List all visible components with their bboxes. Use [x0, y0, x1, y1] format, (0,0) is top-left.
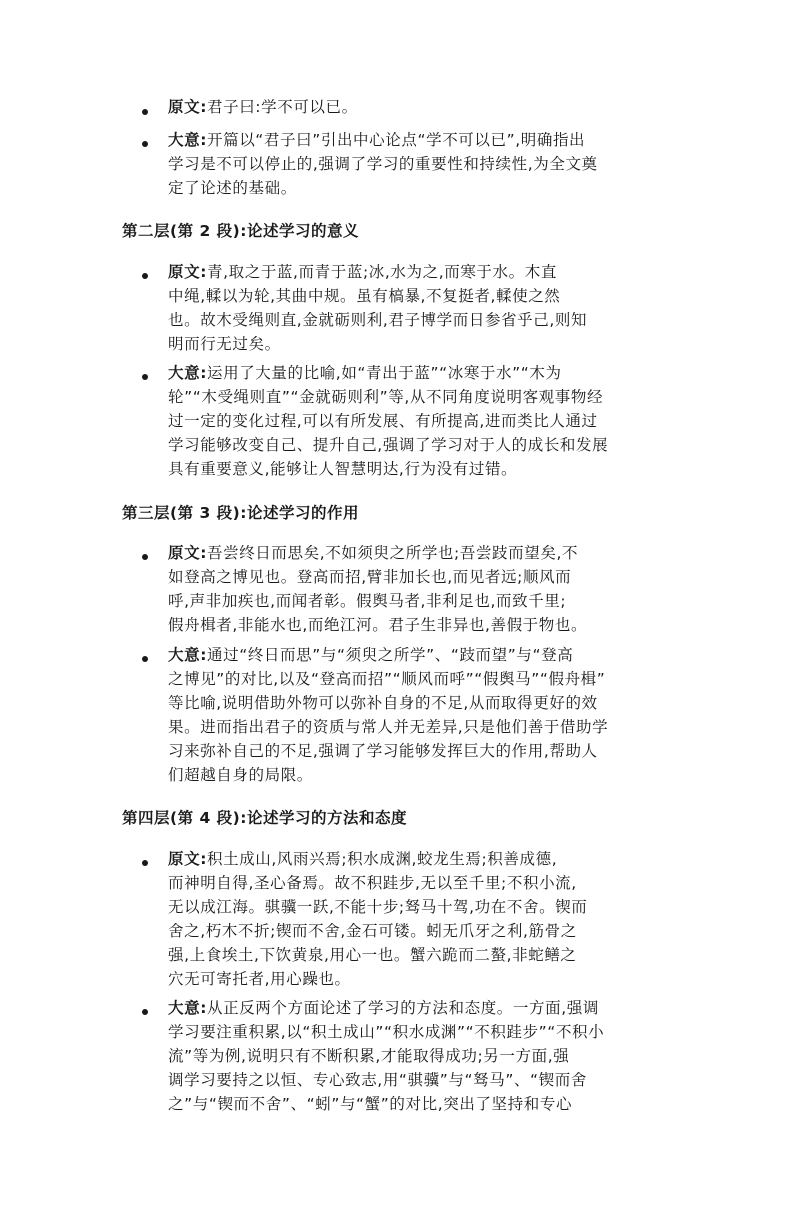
bullet-icon	[142, 109, 148, 115]
meaning-text-line: 大意:开篇以“君子曰”引出中心论点“学不可以已”,明确指出	[168, 131, 586, 149]
original-text-line: 中绳,輮以为轮,其曲中规。虽有槁暴,不复挺者,輮使之然	[168, 287, 561, 305]
original-text-line: 无以成江海。骐骥一跃,不能十步;驽马十驾,功在不舍。锲而	[168, 898, 588, 916]
original-label: 原文:	[168, 850, 207, 868]
bullet-icon	[142, 656, 148, 662]
bullet-icon	[142, 1009, 148, 1015]
meaning-label: 大意:	[168, 646, 207, 664]
meaning-text-line: 定了论述的基础。	[168, 179, 297, 197]
meaning-text-line: 学习是不可以停止的,强调了学习的重要性和持续性,为全文奠	[168, 155, 598, 173]
bullet-icon	[142, 554, 148, 560]
meaning-text-line: 大意:运用了大量的比喻,如“青出于蓝”“冰寒于水”“木为	[168, 364, 562, 382]
meaning-text-line: 果。进而指出君子的资质与常人并无差异,只是他们善于借助学	[168, 718, 609, 736]
meaning-text-line: 具有重要意义,能够让人智慧明达,行为没有过错。	[168, 460, 518, 478]
original-text-line: 舍之,朽木不折;锲而不舍,金石可镂。蚓无爪牙之利,筋骨之	[168, 922, 577, 940]
original-text-line: 原文:积土成山,风雨兴焉;积水成渊,蛟龙生焉;积善成德,	[168, 850, 558, 868]
original-label: 原文:	[168, 98, 207, 116]
meaning-text-line: 大意:通过“终日而思”与“须臾之所学”、“跂而望”与“登高	[168, 646, 574, 664]
meaning-text-line: 轮”“木受绳则直”“金就砺则利”等,从不同角度说明客观事物经	[168, 388, 604, 406]
bullet-icon	[142, 273, 148, 279]
meaning-label: 大意:	[168, 364, 207, 382]
meaning-text-line: 之博见”的对比,以及“登高而招”“顺风而呼”“假舆马”“假舟楫”	[168, 670, 606, 688]
meaning-text-line: 学习能够改变自己、提升自己,强调了学习对于人的成长和发展	[168, 436, 609, 454]
meaning-text-line: 大意:从正反两个方面论述了学习的方法和态度。一方面,强调	[168, 999, 599, 1017]
original-text-line: 原文:君子曰:学不可以已。	[168, 98, 358, 116]
meaning-text-line: 习来弥补自己的不足,强调了学习能够发挥巨大的作用,帮助人	[168, 742, 598, 760]
section-heading: 第二层(第 2 段):论述学习的意义	[122, 222, 359, 240]
original-label: 原文:	[168, 544, 207, 562]
original-text-line: 明而行无过矣。	[168, 335, 281, 353]
original-text-line: 原文:青,取之于蓝,而青于蓝;冰,水为之,而寒于水。木直	[168, 263, 557, 281]
meaning-label: 大意:	[168, 131, 207, 149]
original-text-line: 穴无可寄托者,用心躁也。	[168, 970, 351, 988]
original-text-line: 假舟楫者,非能水也,而绝江河。君子生非异也,善假于物也。	[168, 616, 588, 634]
bullet-icon	[142, 374, 148, 380]
meaning-text-line: 等比喻,说明借助外物可以弥补自身的不足,从而取得更好的效	[168, 694, 598, 712]
section-heading: 第四层(第 4 段):论述学习的方法和态度	[122, 809, 407, 827]
original-text-line: 也。故木受绳则直,金就砺则利,君子博学而日参省乎己,则知	[168, 311, 588, 329]
original-text-line: 而神明自得,圣心备焉。故不积跬步,无以至千里;不积小流,	[168, 874, 577, 892]
original-text-line: 强,上食埃土,下饮黄泉,用心一也。蟹六跪而二螯,非蛇鳝之	[168, 946, 577, 964]
meaning-text-line: 们超越自身的局限。	[168, 766, 313, 784]
original-text-line: 呼,声非加疾也,而闻者彰。假舆马者,非利足也,而致千里;	[168, 592, 567, 610]
bullet-icon	[142, 141, 148, 147]
original-text-line: 如登高之博见也。登高而招,臂非加长也,而见者远;顺风而	[168, 568, 572, 586]
meaning-text-line: 流”等为例,说明只有不断积累,才能取得成功;另一方面,强	[168, 1047, 570, 1065]
meaning-text-line: 之”与“锲而不舍”、“蚓”与“蟹”的对比,突出了坚持和专心	[168, 1095, 573, 1113]
meaning-text-line: 学习要注重积累,以“积土成山”“积水成渊”“不积跬步”“不积小	[168, 1023, 605, 1041]
section-heading: 第三层(第 3 段):论述学习的作用	[122, 504, 359, 522]
meaning-text-line: 过一定的变化过程,可以有所发展、有所提高,进而类比人通过	[168, 412, 598, 430]
bullet-icon	[142, 860, 148, 866]
original-text-line: 原文:吾尝终日而思矣,不如须臾之所学也;吾尝跂而望矣,不	[168, 544, 579, 562]
meaning-text-line: 调学习要持之以恒、专心致志,用“骐骥”与“驽马”、“锲而舍	[168, 1071, 587, 1089]
original-label: 原文:	[168, 263, 207, 281]
meaning-label: 大意:	[168, 999, 207, 1017]
